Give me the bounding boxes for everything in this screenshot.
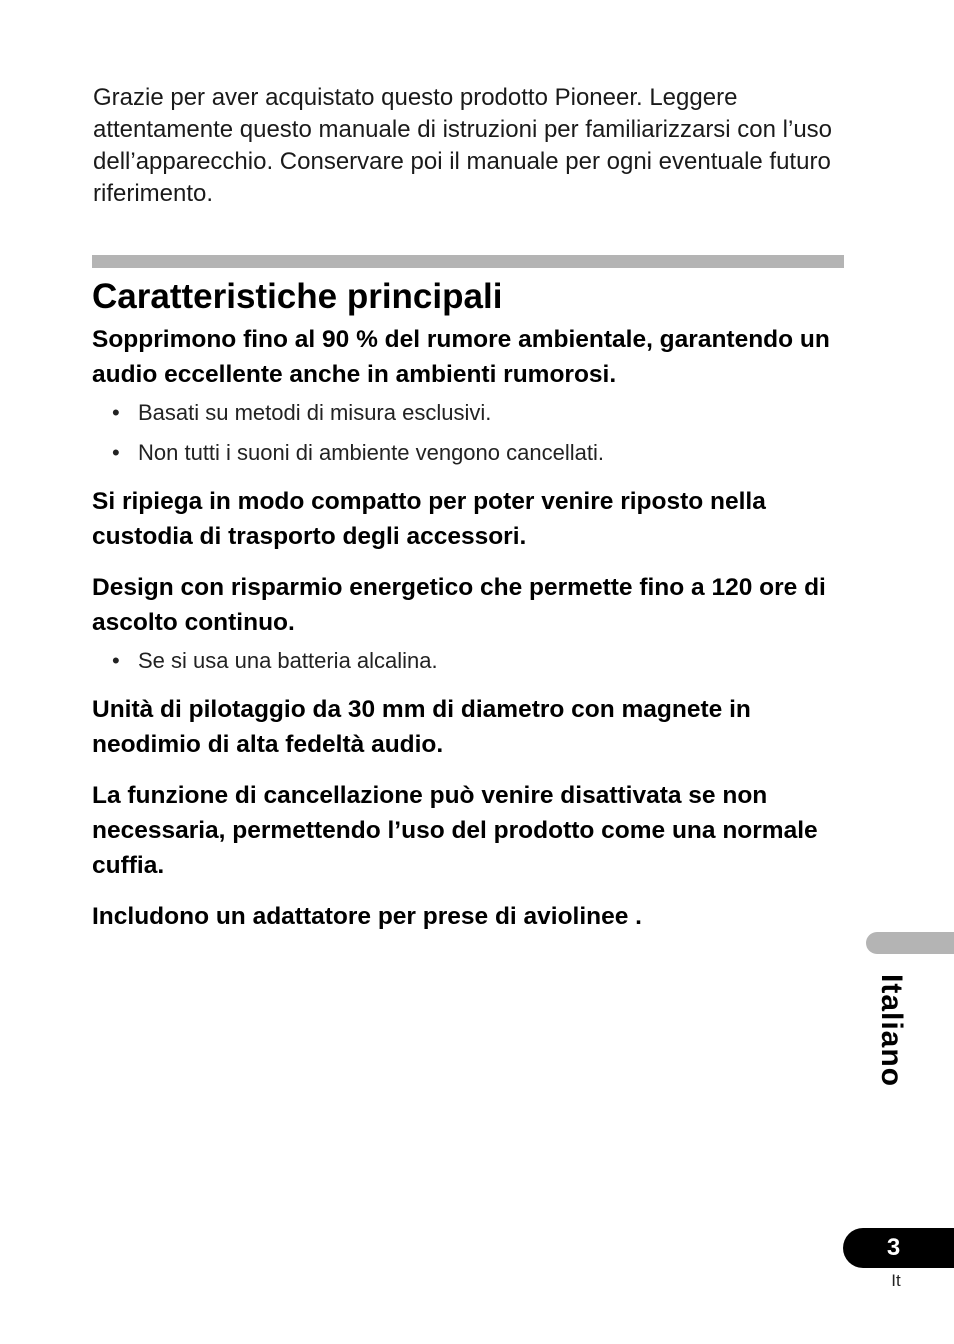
feature-heading: Sopprimono fino al 90 % del rumore ambientale, garantendo un audio eccellente anche in ambienti rumorosi. [92, 326, 830, 388]
section-divider [92, 255, 844, 268]
language-tab-label: Italiano [875, 974, 908, 1088]
bullet-icon: • [112, 440, 120, 465]
page-number-badge [843, 1228, 954, 1268]
bullet-icon: • [112, 648, 120, 673]
feature-notes [92, 646, 852, 676]
page-language-code: It [891, 1271, 901, 1290]
section-title: Caratteristiche principali [92, 277, 503, 316]
feature-item [92, 899, 852, 934]
note-text: Non tutti i suoni di ambiente vengono cancellati. [138, 440, 604, 465]
bullet-icon: • [112, 400, 120, 425]
note-text: Se si usa una batteria alcalina. [138, 648, 438, 673]
page-number: 3 [886, 1234, 901, 1261]
feature-notes [92, 398, 852, 468]
intro-paragraph: Grazie per aver acquistato questo prodotto Pioneer. Leggere attentamente questo manuale di istruzioni per familiarizzarsi con l’uso dell’apparecchio. Conservare poi il manuale per ogni eventuale futuro riferimento. [93, 84, 833, 207]
feature-list [92, 322, 852, 950]
feature-item [92, 484, 852, 554]
feature-heading: Unità di pilotaggio da 30 mm di diametro con magnete in neodimio di alta fedeltà audio. [92, 696, 751, 758]
feature-item [92, 322, 852, 468]
note-item [92, 398, 852, 428]
note-item [92, 438, 852, 468]
feature-heading: Si ripiega in modo compatto per poter venire riposto nella custodia di trasporto degli accessori. [92, 488, 766, 550]
note-text: Basati su metodi di misura esclusivi. [138, 400, 492, 425]
language-tab-bar [866, 932, 954, 954]
feature-item [92, 570, 852, 676]
feature-heading: Design con risparmio energetico che permette fino a 120 ore di ascolto continuo. [92, 574, 826, 636]
feature-heading: Includono un adattatore per prese di aviolinee . [92, 903, 642, 930]
feature-item [92, 692, 852, 762]
feature-heading: La funzione di cancellazione può venire disattivata se non necessaria, permettendo l’uso del prodotto come una normale cuffia. [92, 782, 818, 879]
note-item [92, 646, 852, 676]
feature-item [92, 778, 852, 883]
language-tab [871, 974, 911, 1114]
